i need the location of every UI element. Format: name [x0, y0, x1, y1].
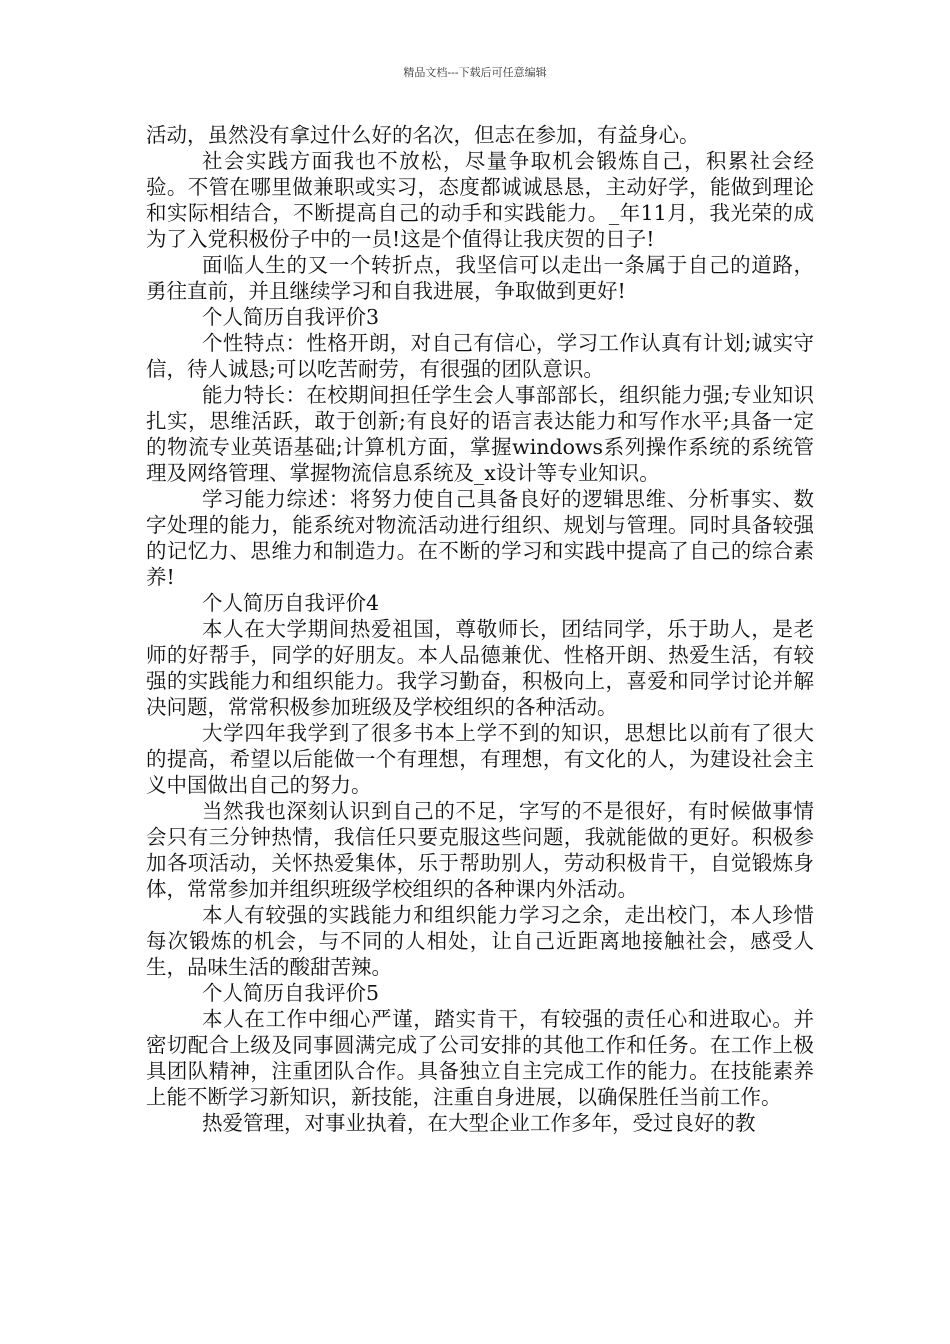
- section-heading: 个人简历自我评价4: [202, 591, 380, 615]
- paragraph: 大学四年我学到了很多书本上学不到的知识，思想比以前有了很大的提高，希望以后能做一个有理想，有理想，有文化的人，为建设社会主义中国做出自己的努力。: [146, 721, 814, 797]
- paragraph: 学习能力综述：将努力使自己具备良好的逻辑思维、分析事实、数字处理的能力，能系统对物流活动进行组织、规划与管理。同时具备较强的记忆力、思维力和制造力。在不断的学习和实践中提高了自己的综合素养!: [146, 487, 814, 589]
- paragraph: 本人在工作中细心严谨，踏实肯干，有较强的责任心和进取心。并密切配合上级及同事圆满完成了公司安排的其他工作和任务。在工作上极具团队精神，注重团队合作。具备独立自主完成工作的能力。在技能素养上能不断学习新知识，新技能，注重自身进展，以确保胜任当前工作。: [146, 1007, 814, 1109]
- paragraph: 活动，虽然没有拿过什么好的名次，但志在参加，有益身心。: [146, 123, 700, 147]
- paragraph: 能力特长：在校期间担任学生会人事部部长，组织能力强;专业知识扎实，思维活跃，敢于创新;有良好的语言表达能力和写作水平;具备一定的物流专业英语基础;计算机方面，掌握windows系列操作系统的系统管理及网络管理、掌握物流信息系统及_x设计等专业知识。: [146, 383, 814, 485]
- document-body: [146, 122, 814, 1136]
- section-heading: 个人简历自我评价3: [202, 305, 380, 329]
- paragraph: 社会实践方面我也不放松，尽量争取机会锻炼自己，积累社会经验。不管在哪里做兼职或实习，态度都诚诚恳恳，主动好学，能做到理论和实际相结合，不断提高自己的动手和实践能力。_年11月，我光荣的成为了入党积极份子中的一员!这是个值得让我庆贺的日子!: [146, 149, 814, 251]
- paragraph: 当然我也深刻认识到自己的不足，字写的不是很好，有时候做事情会只有三分钟热情，我信任只要克服这些问题，我就能做的更好。积极参加各项活动，关怀热爱集体，乐于帮助别人，劳动积极肯干，自觉锻炼身体，常常参加并组织班级学校组织的各种课内外活动。: [146, 799, 814, 901]
- paragraph: 个性特点：性格开朗，对自己有信心，学习工作认真有计划;诚实守信，待人诚恳;可以吃苦耐劳，有很强的团队意识。: [146, 331, 814, 381]
- paragraph: 热爱管理，对事业执着，在大型企业工作多年，受过良好的教: [202, 1111, 756, 1135]
- section-heading: 个人简历自我评价5: [202, 981, 380, 1005]
- paragraph: 本人在大学期间热爱祖国，尊敬师长，团结同学，乐于助人，是老师的好帮手，同学的好朋友。本人品德兼优、性格开朗、热爱生活，有较强的实践能力和组织能力。我学习勤奋，积极向上，喜爱和同学讨论并解决问题，常常积极参加班级及学校组织的各种活动。: [146, 617, 814, 719]
- paragraph: 本人有较强的实践能力和组织能力学习之余，走出校门，本人珍惜每次锻炼的机会，与不同的人相处，让自己近距离地接触社会，感受人生，品味生活的酸甜苦辣。: [146, 903, 814, 979]
- page-header: 精品文档---下载后可任意编辑: [403, 66, 547, 79]
- paragraph: 面临人生的又一个转折点，我坚信可以走出一条属于自己的道路，勇往直前，并且继续学习和自我进展，争取做到更好!: [146, 253, 814, 303]
